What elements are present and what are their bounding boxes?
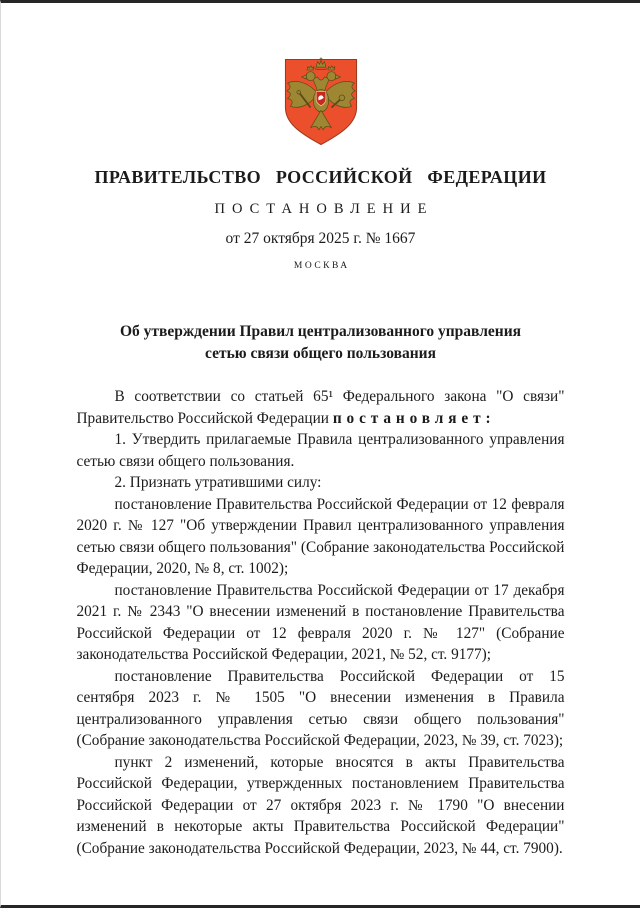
document-title xyxy=(1,321,640,365)
paragraph-repealed-decree-2343: постановление Правительства Российской Федерации от 17 декабря 2021 г. № 2343 "О внесении изменений в постановление Правительства Российской Федерации от 12 февраля 2020 г. № 127" (Собрание законодательства Российской Федерации, 2021, № 52, ст. 9177); xyxy=(76,581,565,663)
paragraph-item-2: 2. Признать утратившими силу: xyxy=(114,474,322,491)
paragraph-repealed-decree-1505: постановление Правительства Российской Федерации от 15 сентября 2023 г. № 1505 "О внесении изменения в Правила централизованного управления сетью связи общего пользования" (Собрание законодательства Российской Федерации, 2023, № 39, ст. 7023); xyxy=(76,667,565,749)
russian-coat-of-arms-icon xyxy=(279,56,363,148)
document-body xyxy=(77,386,565,859)
preamble-resolves-word: постановляет: xyxy=(332,409,496,427)
issuing-authority-heading: ПРАВИТЕЛЬСТВО РОССИЙСКОЙ ФЕДЕРАЦИИ xyxy=(94,167,547,187)
document-type-label: ПОСТАНОВЛЕНИЕ xyxy=(214,201,434,217)
paragraph-repealed-decree-1790: пункт 2 изменений, которые вносятся в акты Правительства Российской Федерации, утвержденных постановлением Правительства Российской Федерации от 27 октября 2023 г. № 1790 "О внесении изменений в некоторые акты Правительства Российской Федерации" (Собрание законодательства Российской Федерации, 2023, № 44, ст. 7900). xyxy=(76,753,565,857)
date-and-number-line: от 27 октября 2025 г. № 1667 xyxy=(225,230,416,247)
paragraph-repealed-decree-127: постановление Правительства Российской Федерации от 12 февраля 2020 г. № 127 "Об утверждении Правил централизованного управления сетью связи общего пользования" (Собрание законодательства Российской Федерации, 2020, № 8, ст. 1002); xyxy=(76,495,565,577)
city-label: МОСКВА xyxy=(293,261,350,271)
paragraph-preamble xyxy=(77,386,565,429)
document-title-line2: сетью связи общего пользования xyxy=(205,345,436,362)
preamble-text: В соответствии со статьей 65¹ Федерального закона "О связи" Правительство Российской Федерации xyxy=(76,388,565,427)
document-title-line1: Об утверждении Правил централизованного управления xyxy=(119,323,522,340)
paragraph-item-1: 1. Утвердить прилагаемые Правила централизованного управления сетью связи общего пользования. xyxy=(76,431,565,470)
